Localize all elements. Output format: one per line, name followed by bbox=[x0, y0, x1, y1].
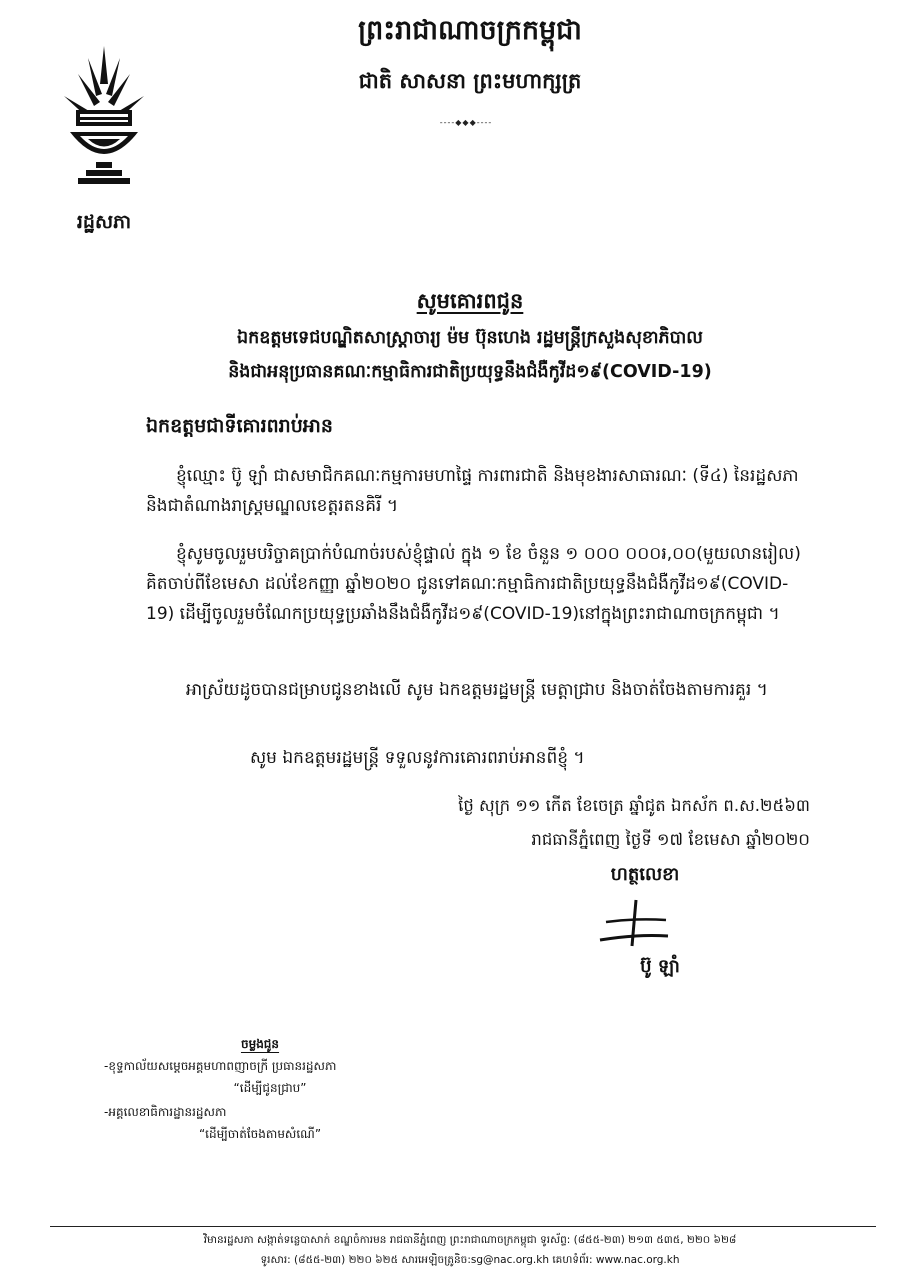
national-motto: ជាតិ សាសនា ព្រះមហាក្សត្រ bbox=[358, 69, 582, 93]
emblem bbox=[58, 44, 150, 204]
cc-item-2: -អគ្គលេខាធិការដ្ឋានរដ្ឋសភា bbox=[104, 1105, 227, 1119]
footer-address: វិមានរដ្ឋសភា សង្កាត់ទន្លេបាសាក់ ខណ្ឌចំការមន រាជធានីភ្នំពេញ ព្រះរាជាណាចក្រកម្ពុជា ទូរស័ព្ទ: (៨៥៥-២៣) ២១៣ ៥៣៥, ២២០ ៦២៨ bbox=[203, 1234, 737, 1246]
header-ornament: ----◆◆◆---- bbox=[439, 118, 493, 127]
cc-item-1: -ខុទ្ទកាល័យសម្ដេចអគ្គមហាពញាចក្រី ប្រធានរដ្ឋសភា bbox=[104, 1059, 337, 1073]
signatory-name: ប៊ូ ឡាំ bbox=[640, 956, 680, 977]
body-paragraph-2: ខ្ញុំសូមចូលរួមបរិច្ចាគប្រាក់បំណាច់របស់ខ្ញុំផ្ទាល់ ក្នុង ១ ខែ ចំនួន ១ ០០០ ០០០៛,០០(មួយលានរៀល) គិតចាប់ពីខែមេសា ដល់ខែកញ្ញា ឆ្នាំ២០២០ ជូនទៅគណៈកម្មាធិការជាតិប្រយុទ្ធនឹងជំងឺកូវីដ១៩(COVID-19) ដើម្បីចូលរួមចំណែកប្រយុទ្ធប្រឆាំងនឹងជំងឺកូវីដ១៩(COVID-19)នៅក្នុងព្រះរាជាណាចក្រកម្ពុជា ។ bbox=[146, 544, 801, 624]
body-paragraph-1: ខ្ញុំឈ្មោះ ប៊ូ ឡាំ ជាសមាជិកគណៈកម្មការមហាផ្ទៃ ការពារជាតិ និងមុខងារសាធារណៈ (ទី៤) នៃរដ្ឋសភា និងជាតំណាងរាស្ត្រមណ្ឌលខេត្តរតនគិរី ។ bbox=[146, 466, 799, 516]
footer-rule bbox=[50, 1226, 876, 1227]
footer-contact: ទូរសារ: (៨៥៥-២៣) ២២០ ៦២៥ សារអេឡិចត្រូនិច:sg@nac.org.kh គេហទំព័រ: www.nac.org.kh bbox=[260, 1254, 680, 1266]
greeting: ឯកឧត្តមជាទីគោរពរាប់អាន bbox=[146, 415, 333, 437]
recipient-line-1: ឯកឧត្តមទេជបណ្ឌិតសាស្ត្រាចារ្យ ម៉ម ប៊ុនហេង រដ្ឋមន្ត្រីក្រសួងសុខាភិបាល bbox=[237, 328, 703, 348]
cc-item-1-note: “ដើម្បីជូនជ្រាប” bbox=[233, 1081, 307, 1095]
cc-title: ចម្លងជូន bbox=[240, 1037, 280, 1051]
body-paragraph-3: អាស្រ័យដូចបានជម្រាបជូនខាងលើ សូម ឯកឧត្តមរដ្ឋមន្ត្រី មេត្តាជ្រាប និងចាត់ចែងតាមការគួរ ។ bbox=[186, 680, 768, 700]
lunar-date: ថ្ងៃ សុក្រ ១១ កើត ខែចេត្រ ឆ្នាំជូត ឯកស័ក ព.ស.២៥៦៣ bbox=[458, 796, 810, 815]
emblem-label: រដ្ឋសភា bbox=[76, 211, 132, 233]
solar-date: រាជធានីភ្នំពេញ ថ្ងៃទី ១៧ ខែមេសា ឆ្នាំ២០២០ bbox=[531, 830, 810, 849]
recipient-line-2: និងជាអនុប្រធានគណៈកម្មាធិការជាតិប្រយុទ្ធនឹងជំងឺកូវីដ១៩(COVID-19) bbox=[228, 362, 712, 382]
handwritten-signature bbox=[596, 896, 676, 952]
salutation: សូមគោរពជូន bbox=[416, 289, 524, 313]
signature-label: ហត្ថលេខា bbox=[610, 864, 680, 885]
cc-item-2-note: “ដើម្បីចាត់ចែងតាមសំណើ” bbox=[198, 1127, 322, 1141]
national-assembly-emblem-icon bbox=[58, 44, 150, 204]
body-paragraph-4: សូម ឯកឧត្តមរដ្ឋមន្ត្រី ទទួលនូវការគោរពរាប់អានពីខ្ញុំ ។ bbox=[250, 748, 585, 768]
kingdom-title: ព្រះរាជាណាចក្រកម្ពុជា bbox=[358, 15, 582, 46]
